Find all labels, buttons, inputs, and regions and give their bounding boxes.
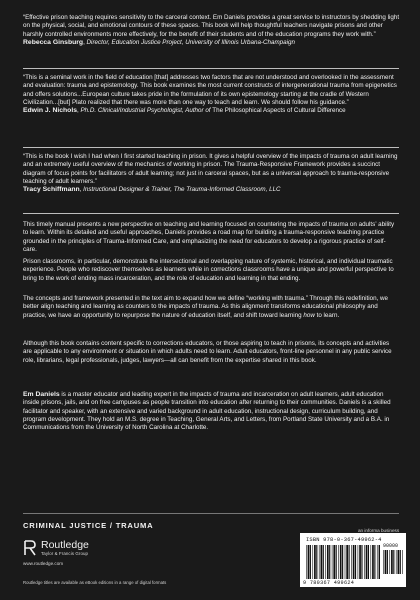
publisher-logo: [23, 538, 163, 568]
author-bio: [23, 391, 399, 432]
description-paragraph: This timely manual presents a new perspective on teaching and learning focused on countering the impacts of trauma on adults’ ability to learn. Within its detailed and useful approaches, Daniels provides a road map for building a trauma-responsive teaching practice grounded in the principles of Trauma-Informed Care, and emphasizing the need for educators to develop a rigorous practice of self-care.: [23, 221, 395, 253]
imprint-line: an informa business: [358, 528, 400, 533]
concepts-text-end: to learn.: [314, 311, 340, 319]
endorsement-quote: “Effective prison teaching requires sensitivity to the carceral context. Em Daniels provides a great service to instructors by shedding light on the physical, social, and emotional contours of these spaces. This book will help thoughtful teachers navigate prisons and other harshly controlled environments more effectively, for the benefit of their students and of the education programs they work with.”: [23, 14, 400, 38]
endorsement-name: Tracy Schiffmann: [23, 186, 80, 194]
endorsement-3: [23, 153, 401, 194]
endorsement-attribution: Rebecca Ginsburg, Director, Education Justice Project, University of Illinois Urbana-Champaign: [23, 38, 295, 46]
endorsement-title: Instructional Designer & Trainer, The Trauma-Informed Classroom, LLC: [83, 186, 281, 194]
endorsement-title: Director, Education Justice Project, University of Illinois Urbana-Champaign: [86, 38, 295, 46]
endorsement-title: Ph.D. Clinical/Industrial Psychologist, Author of: [80, 107, 213, 115]
author-bio-text: is a master educator and leading expert in the impacts of trauma and incarceration on adult learners, adult education inside prisons, jails, and on free campuses as people transition into education after returning to their communities. Daniels is a skilled facilitator and speaker, with an extensive and varied background in adult education, instructional design, curriculum building, and program development. They hold an M.S. degree in Teaching, General Arts, and Letters, from Portland State University and a B.A. in Communications from the University of North Carolina at Charlotte.: [23, 391, 391, 432]
routledge-logo-icon: [23, 540, 37, 556]
publisher-group: Taylor & Francis Group: [41, 551, 89, 556]
divider: [23, 147, 399, 148]
endorsement-attribution: Edwin J. Nichols, Ph.D. Clinical/Industrial Psychologist, Author of The Philosophical Aspects of Cultural Difference: [23, 107, 346, 115]
publisher-url: www.routledge.com: [23, 561, 64, 566]
concepts-paragraph: [23, 295, 399, 320]
endorsement-attribution: Tracy Schiffmann, Instructional Designer & Trainer, The Trauma-Informed Classroom, LLC: [23, 186, 281, 194]
isbn-label: ISBN 978-0-367-49962-4: [306, 537, 382, 543]
endorsement-name: Rebecca Ginsburg: [23, 38, 84, 46]
divider: [23, 213, 399, 214]
endorsement-2: [23, 74, 401, 115]
endorsement-quote: “This is a seminal work in the field of education [that] addresses two factors that are not understood and overlooked in the assessment and evaluation: trauma and epistemology. This book examines the most current constructs of intergenerational trauma from epigenetics and offers solutions...European culture takes pride in the formulation of its own epistemology starting at the cradle of Western Civilization...[but] Plato realized that there was more than one way to teach and learn. We should follow his guidance.”: [23, 74, 397, 106]
barcode-icon: [306, 545, 380, 579]
barcode-digits: 9 780367 499624: [303, 580, 355, 586]
concepts-emphasis: how: [303, 311, 315, 319]
divider: [23, 513, 399, 514]
endorsement-1: [23, 14, 401, 47]
endorsement-title-work: The Philosophical Aspects of Cultural Difference: [212, 107, 346, 115]
endorsement-name: Edwin J. Nichols: [23, 107, 78, 115]
divider: [23, 68, 399, 69]
description-paragraph: Prison classrooms, in particular, demonstrate the intersectional and overlapping nature of systemic, historical, and individual traumatic experience. People who rediscover themselves as learners while in corrections classrooms have a unique and powerful perspective to bring to the work of ending mass incarceration, and the role of education and learning in that ending.: [23, 258, 394, 282]
endorsement-quote: “This is the book I wish I had when I first started teaching in prison. It gives a helpful overview of the impacts of trauma on adult learning and an extremely useful overview of the mechanics of working in prison. The Trauma-Responsive Framework provides a succinct diagram of focus points for facilitators of adult learning; not just in carceral spaces, but as a universal approach to trauma-responsive teaching of adult learners.”: [23, 153, 398, 185]
concepts-text-start: The concepts and framework presented in the text aim to expand how we define “working with trauma.” Through this redefinition, we better align teaching and learning as counters to the impacts of trauma. As this alignment transforms educational philosophy and practice, we have an opportunity to repurpose the nature of education itself, and shift toward learning: [23, 295, 389, 319]
description-paragraph: Although this book contains content specific to corrections educators, or those aspiring to teach in prisons, its concepts and activities are applicable to any environment or situation in which adults need to learn. Adult educators, front-line personnel in any public service role, librarians, legal professionals, judges, lawyers—all can benefit from the expertise shared in this book.: [23, 340, 392, 364]
price-code: 90000: [383, 543, 399, 549]
publisher-name: Routledge: [41, 539, 89, 551]
price-barcode-icon: [383, 550, 403, 574]
author-name: Em Daniels: [23, 391, 60, 398]
subject-category: CRIMINAL JUSTICE / TRAUMA: [23, 521, 154, 530]
ebook-note: Routledge titles are available as eBook editions in a range of digital formats: [23, 580, 167, 585]
